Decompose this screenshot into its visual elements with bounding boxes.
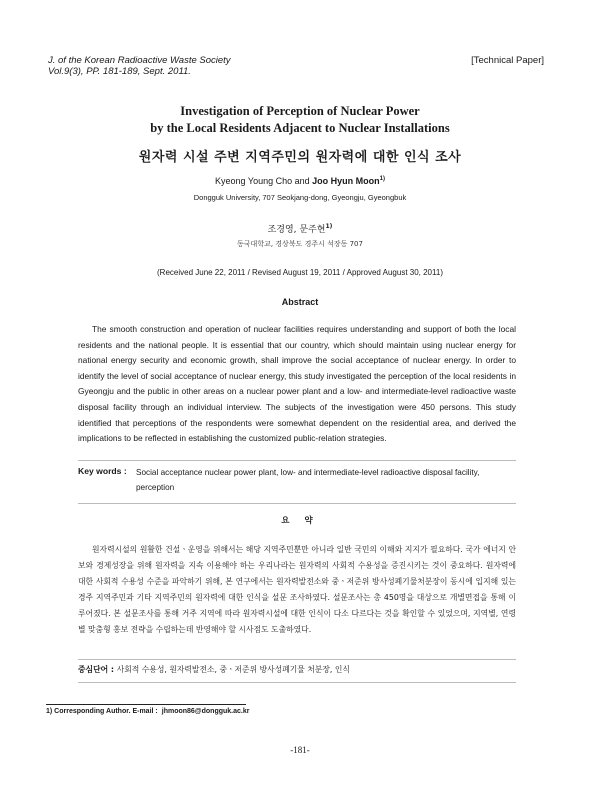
paper-type-label: [Technical Paper] bbox=[471, 55, 544, 66]
korean-keywords-divider-bottom bbox=[78, 682, 516, 683]
korean-keywords-divider-top bbox=[78, 659, 516, 660]
korean-abstract-body: 원자력시설의 원활한 건설ㆍ운영을 위해서는 해당 지역주민뿐만 아니라 일반 국민의 이해와 지지가 필요하다. 국가 에너지 안보와 경제성장을 위해 원자력을 지속 이용해야 하는 우리나라는 원자력의 사회적 수용성을 증진시키는 것이 중요하다. 원자력에 대한 사회적 수용성 수준을 파악하기 위해, 본 연구에서는 원자력발전소와 중ㆍ저준위 방사성폐기물처분장이 동시에 입지해 있는 경주 지역주민과 기타 지역주민의 원자력에 대한 인식을 설문 조사하였다. 설문조사는 총 450명을 대상으로 개별면접을 통해 이루어졌다. 본 설문조사를 통해 거주 지역에 따라 원자력시설에 대한 인식이 다소 다르다는 것을 확인할 수 있었으며, 지역별, 연령별 맞춤형 홍보 전략을 수립하는데 반영해야 할 시사점도 도출하였다. bbox=[78, 545, 516, 634]
abstract-heading: Abstract bbox=[281, 297, 319, 307]
corresponding-mark: 1) bbox=[379, 176, 385, 182]
received-dates: (Received June 22, 2011 / Revised August 19, 2011 / Approved August 30, 2011) bbox=[157, 268, 443, 277]
title-en-line1: Investigation of Perception of Nuclear Power bbox=[180, 104, 420, 118]
footnote-email: jhmoon86@dongguk.ac.kr bbox=[161, 708, 250, 715]
page-number: -181- bbox=[290, 745, 310, 755]
korean-keywords bbox=[78, 664, 516, 675]
journal-citation bbox=[48, 55, 231, 77]
affiliation-english: Dongguk University, 707 Seokjang-dong, Gyeongju, Gyeongbuk bbox=[193, 193, 407, 202]
footnote bbox=[46, 708, 249, 715]
abstract-body: The smooth construction and operation of nuclear facilities requires understanding and support of both the local residents and the national people. It is essential that our country, which should maintain using nuclear energy for national energy security and economic growth, shall improve the social acceptance of nuclear energy. In order to identify the level of social acceptance of nuclear energy, this study investigated the perception of the local residents in Gyeongju and the public in other areas on a nuclear power plant and a low- and intermediate-level radioactive waste disposal facility through an individual interview. The subjects of the investigation were 450 persons. This study identified that perceptions of the respondents were somewhat dependent on the residential area, and derived the implications to be reflected in establishing the customized public-relation strategies. bbox=[78, 324, 516, 444]
authors-english bbox=[0, 176, 600, 186]
keywords-label: Key words : bbox=[78, 466, 127, 476]
footnote-label: 1) Corresponding Author. E-mail : bbox=[46, 708, 158, 715]
footnote-rule bbox=[46, 704, 246, 705]
affiliation-korean: 동국대학교, 경상북도 경주시 석장동 707 bbox=[237, 240, 363, 248]
journal-volume: Vol.9(3), PP. 181-189, Sept. 2011. bbox=[48, 66, 191, 77]
keywords-divider-bottom bbox=[78, 503, 516, 504]
journal-name: J. of the Korean Radioactive Waste Society bbox=[48, 55, 231, 66]
korean-keywords-text: 사회적 수용성, 원자력발전소, 중ㆍ저준위 방사성폐기물 처분장, 인식 bbox=[116, 665, 350, 674]
keywords-divider-top bbox=[78, 460, 516, 461]
korean-keywords-label: 중심단어 : bbox=[78, 665, 117, 674]
title-en-line2: by the Local Residents Adjacent to Nuclear Installations bbox=[150, 121, 450, 135]
korean-abstract-heading: 요 약 bbox=[281, 516, 319, 526]
author-2: Joo Hyun Moon bbox=[312, 176, 380, 186]
title-korean: 원자력 시설 주변 지역주민의 원자력에 대한 인식 조사 bbox=[138, 150, 462, 165]
authors-korean bbox=[0, 222, 600, 235]
title-english bbox=[0, 103, 600, 137]
keywords-text: Social acceptance nuclear power plant, low- and intermediate-level radioactive disposal facility, perception bbox=[136, 468, 480, 492]
ko-corresponding-mark: 1) bbox=[325, 223, 333, 230]
author-1: Kyeong Young Cho and bbox=[215, 176, 313, 186]
authors-ko-names: 조경영, 문주현 bbox=[267, 225, 326, 235]
